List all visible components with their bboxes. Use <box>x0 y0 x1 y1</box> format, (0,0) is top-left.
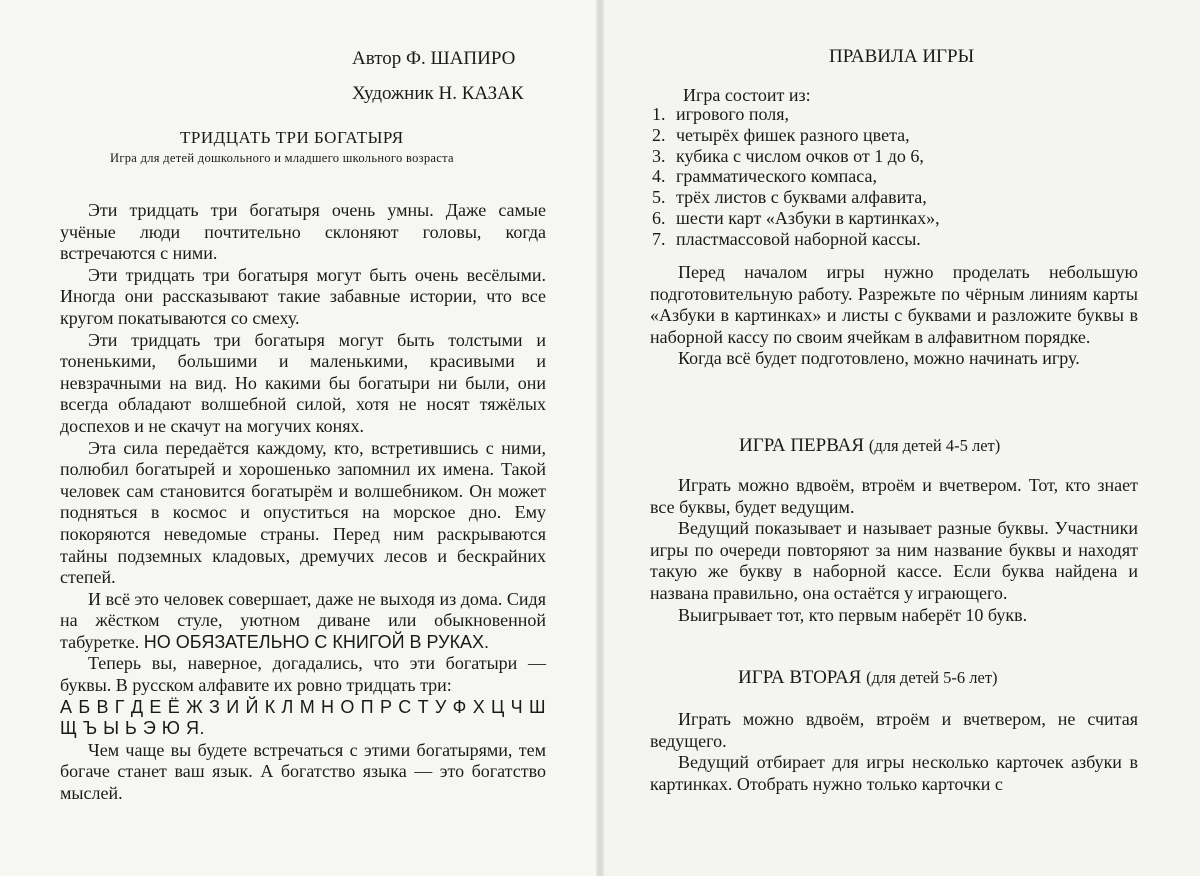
paragraph: Играть можно вдвоём, втроём и вчетвером. Тот, кто знает все буквы, будет ведущим. <box>650 475 1138 517</box>
game2-heading <box>738 667 998 689</box>
list-item: 7. пластмассовой наборной кассы. <box>652 228 921 249</box>
list-item: 1. игрового поля, <box>652 104 789 124</box>
components-list <box>652 104 940 250</box>
paragraph: Перед началом игры нужно проделать небольшую подготовительную работу. Разрежьте по чёрным линиям карты «Азбуки в картинках» и листы с буквами и разложите буквы в наборной кассу по своим ячейкам в алфавитном порядке. <box>650 262 1138 347</box>
author-credit: Автор Ф. ШАПИРО <box>352 48 516 69</box>
emphasis-caps: НО ОБЯЗАТЕЛЬНО С КНИГОЙ В РУКАХ. <box>143 631 490 652</box>
game1-heading <box>739 435 1000 457</box>
preparation-text <box>650 262 1138 370</box>
paragraph: Чем чаще вы будете встречаться с этими богатырями, тем богаче станет ваш язык. А богатство языка — это богатство мыслей. <box>60 739 546 804</box>
book-title: ТРИДЦАТЬ ТРИ БОГАТЫРЯ <box>180 128 404 147</box>
paragraph: Эти тридцать три богатыря очень умны. Даже самые учёные люди почтительно склоняют головы, когда встречаются с ними. <box>60 200 546 264</box>
paragraph: Ведущий отбирает для игры несколько карточек азбуки в картинках. Отобрать нужно только карточки с <box>650 752 1138 794</box>
book-subtitle: Игра для детей дошкольного и младшего школьного возраста <box>110 151 454 165</box>
game2-age: (для детей 5-6 лет) <box>866 668 998 687</box>
list-item: 5. трёх листов с буквами алфавита, <box>652 187 927 208</box>
paragraph: Выигрывает тот, кто первым наберёт 10 букв. <box>678 604 1028 625</box>
list-item: 3. кубика с числом очков от 1 до 6, <box>652 145 924 166</box>
artist-credit: Художник Н. КАЗАК <box>352 83 524 104</box>
list-item: 6. шести карт «Азбуки в картинках», <box>652 207 940 228</box>
alphabet-line: А Б В Г Д Е Ё Ж З И Й К Л М Н О П Р С Т У Ф Х Ц Ч Ш Щ Ъ Ы Ь Э Ю Я. <box>60 696 546 739</box>
paragraph: Теперь вы, наверное, догадались, что эти богатыри — буквы. В русском алфавите их ровно тридцать три: <box>60 653 546 696</box>
paragraph: Эти тридцать три богатыря могут быть очень весёлыми. Иногда они рассказывают такие забавные истории, что все кругом покатываются со смеху. <box>60 264 546 328</box>
rules-title: ПРАВИЛА ИГРЫ <box>829 46 975 67</box>
paragraph: Когда всё будет подготовлено, можно начинать игру. <box>678 348 1080 369</box>
list-item: 4. грамматического компаса, <box>652 166 877 187</box>
paragraph-part: И всё это человек совершает, даже не выходя из дома. Сидя на жёстком стуле, уютном диване или обыкновенной табуретке. <box>60 588 546 652</box>
list-intro: Игра состоит из: <box>683 85 811 105</box>
game1-text <box>650 475 1138 626</box>
list-item: 2. четырёх фишек разного цвета, <box>652 124 910 145</box>
paragraph: Эта сила передаётся каждому, кто, встретившись с ними, полюбил богатырей и хорошенько запомнил их имена. Такой человек сам становится богатырём и волшебником. Он может подняться в космос и опуститься на морское дно. Ему покоряются неведомые страны. Перед ним раскрываются тайны подземных кладовых, дремучих лесов и бескрайних степей. <box>60 437 546 588</box>
paragraph: Эти тридцать три богатыря могут быть толстыми и тоненькими, большими и маленькими, красивыми и невзрачными на вид. Но какими бы богатыри ни были, они всегда обладают волшебной силой, хотя не носят тяжёлых доспехов и не скачут на могучих конях. <box>60 329 546 436</box>
game2-text <box>650 709 1138 795</box>
paragraph: Играть можно вдвоём, втроём и вчетвером, не считая ведущего. <box>650 709 1138 751</box>
game2-title: ИГРА ВТОРАЯ <box>738 667 862 688</box>
paragraph: Ведущий показывает и называет разные буквы. Участники игры по очереди повторяют за ним название буквы и находят такую же букву в наборной кассе. Если буква найдена и названа правильно, она остаётся у играющего. <box>650 518 1138 603</box>
game1-age: (для детей 4-5 лет) <box>868 436 1001 455</box>
game1-title: ИГРА ПЕРВАЯ <box>739 435 865 456</box>
